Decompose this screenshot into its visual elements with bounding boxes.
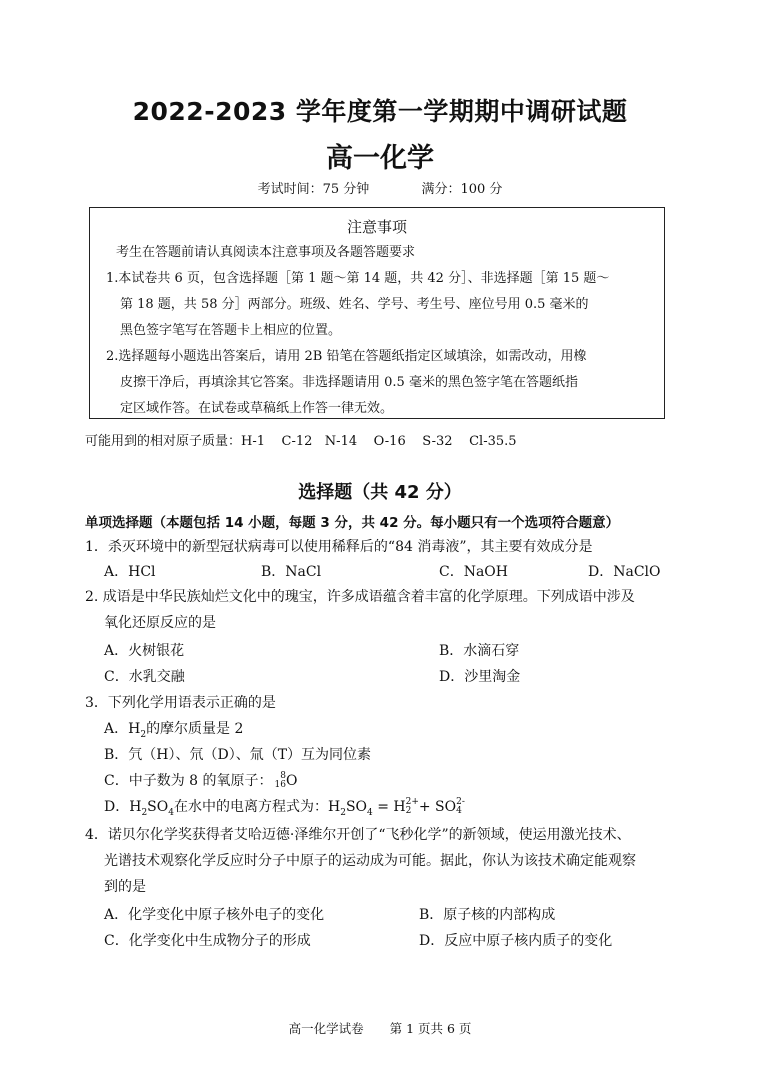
question-1-option-b: B．NaCl: [261, 564, 322, 580]
question-2-stem-cont: 氧化还原反应的是: [104, 615, 216, 631]
question-3-option-d: [104, 796, 465, 818]
question-3-stem: 3．下列化学用语表示正确的是: [85, 695, 276, 711]
superscript: 2-: [456, 797, 465, 807]
subscript: 2: [340, 807, 346, 818]
subscript: 2: [141, 807, 148, 818]
footer-page-number: 第 1 页共 6 页: [389, 1021, 472, 1036]
exam-meta: [0, 178, 760, 197]
question-1-option-a: A．HCl: [104, 564, 156, 580]
subscript: 4: [456, 806, 462, 816]
exam-title: 2022-2023 学年度第一学期期中调研试题: [132, 97, 628, 126]
question-4-option-b: B．原子核的内部构成: [419, 907, 556, 923]
text: 的摩尔质量是 2: [146, 721, 244, 737]
footer-course: 高一化学试卷: [288, 1021, 364, 1036]
text: D．H: [104, 799, 142, 815]
notice-line: 考生在答题前请认真阅读本注意事项及各题答题要求: [116, 245, 416, 260]
text: = H: [372, 799, 406, 815]
subscript: 4: [367, 807, 373, 818]
question-3-option-c: [104, 770, 297, 790]
question-3-option-b: B．氕（H）、氘（D）、氚（T）互为同位素: [104, 747, 372, 763]
element-symbol: O: [285, 773, 298, 789]
question-2-option-c: C．水乳交融: [104, 669, 185, 685]
question-2-stem: 2. 成语是中华民族灿烂文化中的瑰宝，许多成语蕴含着丰富的化学原理。下列成语中涉及: [85, 589, 635, 605]
notice-line: 2.选择题每小题选出答案后，请用 2B 铅笔在答题纸指定区域填涂，如需改动，用橡: [106, 349, 587, 364]
notice-line: 定区域作答。在试卷或草稿纸上作答一律无效。: [120, 401, 394, 416]
notice-line: 皮擦干净后，再填涂其它答案。非选择题请用 0.5 毫米的黑色签字笔在答题纸指: [120, 375, 578, 390]
ion-charge-stack: [406, 798, 419, 816]
question-4-option-c: C．化学变化中生成物分子的形成: [104, 933, 311, 949]
text: A．H: [104, 721, 141, 737]
ion-charge-stack: [456, 798, 465, 816]
text: 在水中的电离方程式为：H: [173, 799, 341, 815]
subscript: 4: [168, 807, 174, 818]
question-2-option-d: D．沙里淘金: [439, 669, 521, 685]
mass-number: 8: [280, 771, 286, 781]
isotope-notation: [275, 772, 286, 790]
notice-line: 1.本试卷共 6 页，包含选择题［第 1 题～第 14 题，共 42 分］、非选择题［第 15 题～: [106, 271, 610, 286]
exam-score: 满分：100 分: [421, 182, 503, 197]
text: SO: [147, 799, 169, 815]
notice-line: 黑色签字笔写在答题卡上相应的位置。: [120, 323, 342, 338]
question-4-stem: 4．诺贝尔化学奖获得者艾哈迈德·泽维尔开创了“飞秒化学”的新领域，使运用激光技术、: [85, 827, 631, 843]
question-4-option-a: A．化学变化中原子核外电子的变化: [104, 907, 325, 923]
question-2-option-a: A．火树银花: [104, 643, 185, 659]
question-4-stem-cont: 光谱技术观察化学反应时分子中原子的运动成为可能。据此，你认为该技术确定能观察: [104, 853, 636, 869]
question-4-option-d: D．反应中原子核内质子的变化: [419, 933, 613, 949]
question-3-option-a: [104, 718, 243, 740]
question-4-stem-cont: 到的是: [104, 879, 146, 895]
question-1-stem: 1．杀灭环境中的新型冠状病毒可以使用稀释后的“84 消毒液”，其主要有效成分是: [85, 539, 593, 555]
question-1-option-c: C．NaOH: [439, 564, 508, 580]
text: + SO: [418, 799, 457, 815]
page-footer: [0, 1019, 760, 1037]
atomic-number: 16: [274, 780, 286, 790]
question-1-option-d: D．NaClO: [588, 564, 661, 580]
subscript: 2: [405, 806, 412, 816]
notice-box: [89, 207, 665, 419]
atomic-masses: 可能用到的相对原子质量：H-1 C-12 N-14 O-16 S-32 Cl-35.5: [85, 434, 517, 449]
exam-subject: 高一化学: [326, 143, 434, 174]
exam-time: 考试时间：75 分钟: [257, 182, 370, 197]
question-2-option-b: B．水滴石穿: [439, 643, 520, 659]
text: C．中子数为 8 的氧原子：: [104, 773, 273, 789]
superscript: 2+: [405, 797, 419, 807]
text: SO: [345, 799, 368, 815]
subscript: 2: [140, 729, 147, 740]
notice-line: 第 18 题，共 58 分］两部分。班级、姓名、学号、考生号、座位号用 0.5 毫米的: [120, 297, 589, 312]
section-title: 选择题（共 42 分）: [298, 482, 462, 503]
section-description: 单项选择题（本题包括 14 小题，每题 3 分，共 42 分。每小题只有一个选项符合题意）: [85, 515, 620, 531]
notice-title: 注意事项: [346, 218, 407, 236]
